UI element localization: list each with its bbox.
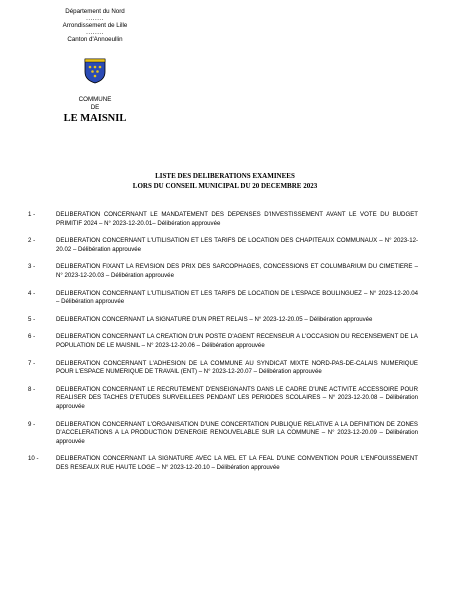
de-label: DE <box>90 103 100 111</box>
title-line-2: LORS DU CONSEIL MUNICIPAL DU 20 DECEMBRE 2023 <box>132 181 318 190</box>
item-text: DELIBERATION CONCERNANT LA SIGNATURE D'UN PRET RELAIS – N° 2023-12-20.05 – Délibération approuvée <box>56 315 373 323</box>
arrondissement-label: Arrondissement de Lille <box>62 22 128 30</box>
department-label: Département du Nord <box>65 8 125 15</box>
item-number: 3 - <box>28 263 36 271</box>
list-item <box>28 290 418 307</box>
item-text: DELIBERATION CONCERNANT LA CREATION D'UN POSTE D'AGENT RECENSEUR A L'OCCASION DU RECENSEMENT DE LA POPULATION DE LE MAISNIL – N° 2023-12-20.06 – Délibération approuvée <box>56 333 418 349</box>
item-text: DELIBERATION CONCERNANT L'ADHESION DE LA COMMUNE AU SYNDICAT MIXTE NORD-PAS-DE-CALAIS NUMERIQUE POUR L'ESPACE NUMERIQUE DE TRAVAIL (ENT) – N° 2023-12-20.07 – Délibération approuvée <box>56 359 418 376</box>
item-number: 2 - <box>28 237 36 245</box>
coat-of-arms-icon <box>84 58 106 84</box>
item-text: DELIBERATION FIXANT LA REVISION DES PRIX DES SARCOPHAGES, CONCESSIONS ET COLUMBARIUM DU CIMETIERE – N° 2023-12-20.03 – Délibération approuvée <box>56 263 418 279</box>
item-number: 7 - <box>28 359 36 367</box>
canton-label: Canton d'Annoeullin <box>67 36 123 44</box>
item-number: 9 - <box>28 420 36 428</box>
separator-dots: ........ <box>86 15 104 23</box>
title-line-1: LISTE DES DELIBERATIONS EXAMINEES <box>155 172 295 180</box>
list-item <box>28 263 418 280</box>
item-number: 4 - <box>28 289 36 297</box>
separator-dots: ........ <box>86 29 104 37</box>
list-item <box>28 237 418 254</box>
item-text: DELIBERATION CONCERNANT L'UTILISATION ET LES TARIFS DE LOCATION DES CHAPITEAUX COMMUNAUX – N° 2023-12-20.02 – Délibération approuvée <box>56 237 418 253</box>
item-number: 8 - <box>28 385 36 393</box>
list-item <box>28 386 418 412</box>
item-number: 10 - <box>28 455 39 463</box>
list-item <box>28 421 418 447</box>
commune-name: LE MAISNIL <box>63 113 127 124</box>
item-number: 6 - <box>28 333 36 341</box>
document-title <box>0 172 450 191</box>
list-item <box>28 316 418 325</box>
deliberations-list <box>28 211 418 472</box>
list-item <box>28 211 418 228</box>
item-number: 5 - <box>28 315 36 323</box>
item-text: DELIBERATION CONCERNANT L'ORGANISATION D'UNE CONCERTATION PUBLIQUE RELATIVE A LA DEFINITION DE ZONES D'ACCELERATIONS A LA PRODUCTION D'ENERGIE RENOUVELABLE SUR LA COMMUNE – N° 2023-12-20.09 – Délibération approuvée <box>56 420 418 445</box>
commune-header <box>45 96 145 111</box>
list-item <box>28 333 418 350</box>
administrative-header <box>45 8 145 45</box>
item-number: 1 - <box>28 211 36 218</box>
list-item <box>28 360 418 377</box>
item-text: DELIBERATION CONCERNANT L'UTILISATION ET LES TARIFS DE LOCATION DE L'ESPACE BOULINGUEZ – N° 2023-12-20.04 – Délibération approuvée <box>56 289 418 306</box>
item-text: DELIBERATION CONCERNANT LE RECRUTEMENT D'ENSEIGNANTS DANS LE CADRE D'UNE ACTIVITE ACCESSOIRE POUR REALISER DES TACHES D'ETUDES SURVEILLEES PENDANT LES PERIODES SCOLAIRES – N° 2023-12-20.08 – Délibération approuvée <box>56 385 418 410</box>
item-text: DELIBERATION CONCERNANT LE MANDATEMENT DES DEPENSES D'INVESTISSEMENT AVANT LE VOTE DU BUDGET PRIMITIF 2024 – N° 2023-12-20.01– Délibération approuvée <box>56 211 418 227</box>
item-text: DELIBERATION CONCERNANT LA SIGNATURE AVEC LA MEL ET LA FEAL D'UNE CONVENTION POUR L'ENFOUISSEMENT DES RESEAUX RUE HAUTE LOGE – N° 2023-12-20.10 – Délibération approuvée <box>56 455 418 471</box>
list-item <box>28 455 418 472</box>
commune-label: COMMUNE <box>78 96 112 103</box>
